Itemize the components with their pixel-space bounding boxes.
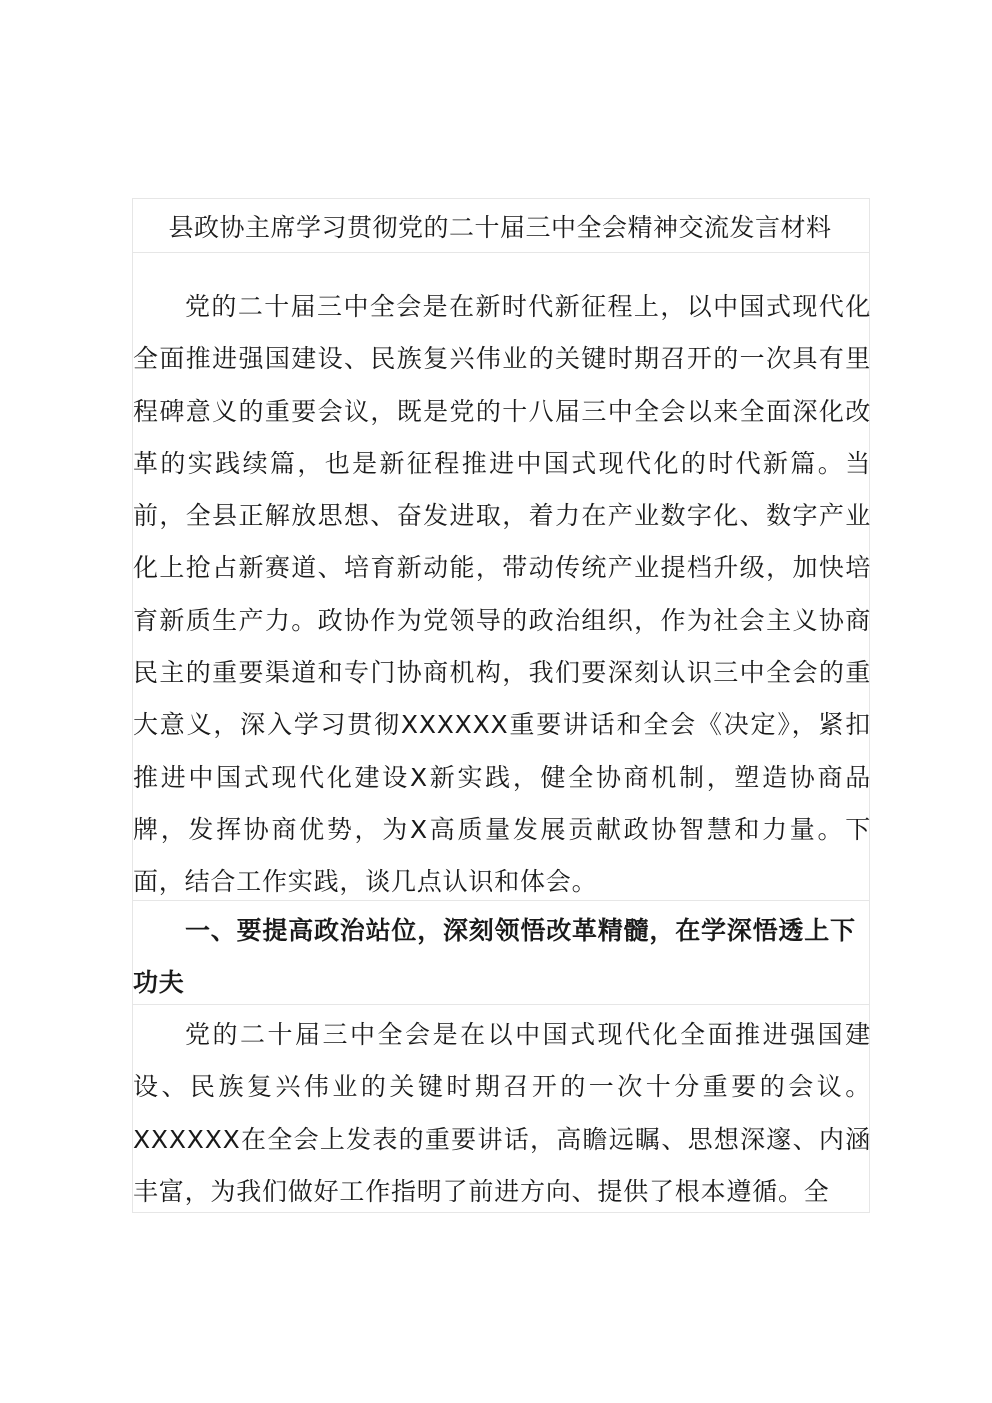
frame-line-under-title — [132, 252, 870, 253]
document-title: 县政协主席学习贯彻党的二十届三中全会精神交流发言材料 — [168, 213, 832, 242]
section-heading-1: 一、要提高政治站位，深刻领悟改革精髓，在学深悟透上下功夫 — [133, 916, 856, 997]
frame-line-top — [132, 198, 870, 199]
body-paragraph-2: 党的二十届三中全会是在以中国式现代化全面推进强国建设、民族复兴伟业的关键时期召开的一次十分重要的会议。XXXXXX在全会上发表的重要讲话，高瞻远瞩、思想深邃、内涵丰富，为我们做好工作指明了前进方向、提供了根本遵循。全 — [133, 1020, 871, 1206]
body-paragraph-1: 党的二十届三中全会是在新时代新征程上，以中国式现代化全面推进强国建设、民族复兴伟业的关键时期召开的一次具有里程碑意义的重要会议，既是党的十八届三中全会以来全面深化改革的实践续篇，也是新征程推进中国式现代化的时代新篇。当前，全县正解放思想、奋发进取，着力在产业数字化、数字产业化上抢占新赛道、培育新动能，带动传统产业提档升级，加快培育新质生产力。政协作为党领导的政治组织，作为社会主义协商民主的重要渠道和专门协商机构，我们要深刻认识三中全会的重大意义，深入学习贯彻XXXXXX重要讲话和全会《决定》，紧扣推进中国式现代化建设X新实践，健全协商机制，塑造协商品牌，发挥协商优势，为X高质量发展贡献政协智慧和力量。下面，结合工作实践，谈几点认识和体会。 — [133, 292, 871, 897]
